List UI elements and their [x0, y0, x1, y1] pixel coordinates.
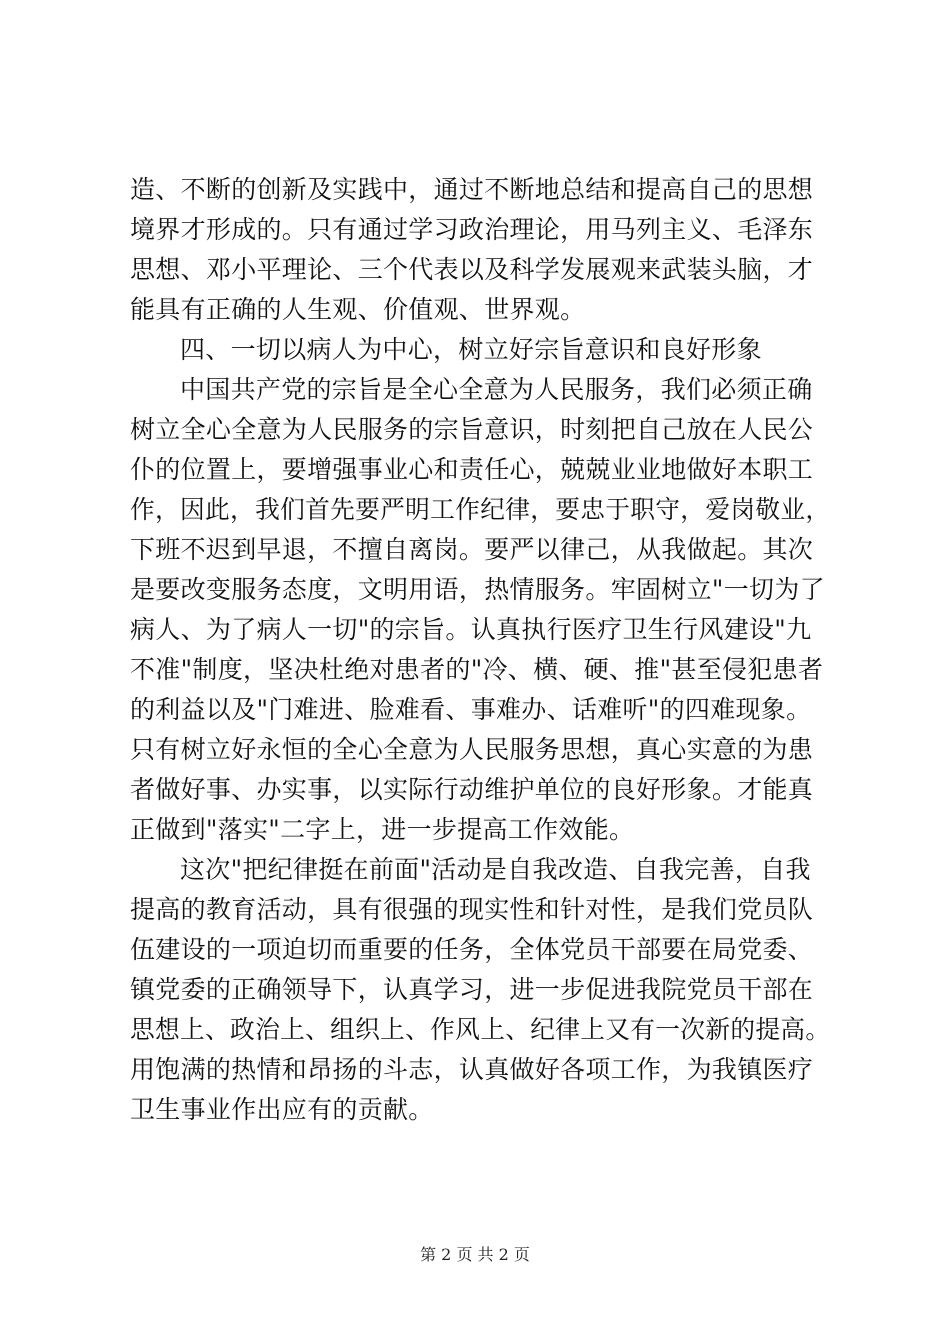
text-line: 者做好事、办实事，以实际行动维护单位的良好形象。才能真 — [130, 775, 814, 804]
text-line: 造、不断的创新及实践中，通过不断地总结和提高自己的思想 — [130, 175, 814, 204]
text-line: 卫生事业作出应有的贡献。 — [130, 1095, 434, 1124]
text-line: 思想上、政治上、组织上、作风上、纪律上又有一次新的提高。 — [130, 1015, 831, 1044]
text-line: 下班不迟到早退，不擅自离岗。要严以律己，从我做起。其次 — [130, 535, 814, 564]
text-line: 中国共产党的宗旨是全心全意为人民服务，我们必须正确 — [180, 375, 813, 404]
text-line: 境界才形成的。只有通过学习政治理论，用马列主义、毛泽东 — [130, 215, 814, 244]
page-number-footer: 第 2 页 共 2 页 — [420, 1245, 530, 1264]
text-line: 思想、邓小平理论、三个代表以及科学发展观来武装头脑，才 — [130, 255, 814, 284]
text-line: 提高的教育活动，具有很强的现实性和针对性，是我们党员队 — [130, 895, 814, 924]
text-line: 正做到"落实"二字上，进一步提高工作效能。 — [130, 815, 635, 844]
text-line: 作，因此，我们首先要严明工作纪律，要忠于职守，爱岗敬业， — [130, 495, 831, 524]
text-line: 只有树立好永恒的全心全意为人民服务思想，真心实意的为患 — [130, 735, 814, 764]
document-body — [130, 170, 830, 1130]
text-line: 病人、为了病人一切"的宗旨。认真执行医疗卫生行风建设"九 — [130, 615, 812, 644]
text-line: 伍建设的一项迫切而重要的任务，全体党员干部要在局党委、 — [130, 935, 814, 964]
text-line: 用饱满的热情和昂扬的斗志，认真做好各项工作，为我镇医疗 — [130, 1055, 814, 1084]
text-line: 不准"制度，坚决杜绝对患者的"冷、横、硬、推"甚至侵犯患者 — [130, 655, 824, 684]
text-line: 仆的位置上，要增强事业心和责任心，兢兢业业地做好本职工 — [130, 455, 814, 484]
text-line: 是要改变服务态度，文明用语，热情服务。牢固树立"一切为了 — [130, 575, 825, 604]
text-line: 这次"把纪律挺在前面"活动是自我改造、自我完善，自我 — [180, 855, 811, 884]
text-line: 树立全心全意为人民服务的宗旨意识，时刻把自己放在人民公 — [130, 415, 814, 444]
text-line: 镇党委的正确领导下，认真学习，进一步促进我院党员干部在 — [130, 975, 814, 1004]
section-heading: 四、一切以病人为中心，树立好宗旨意识和良好形象 — [180, 335, 762, 364]
text-line: 能具有正确的人生观、价值观、世界观。 — [130, 295, 586, 324]
text-line: 的利益以及"门难进、脸难看、事难办、话难听"的四难现象。 — [130, 695, 812, 724]
